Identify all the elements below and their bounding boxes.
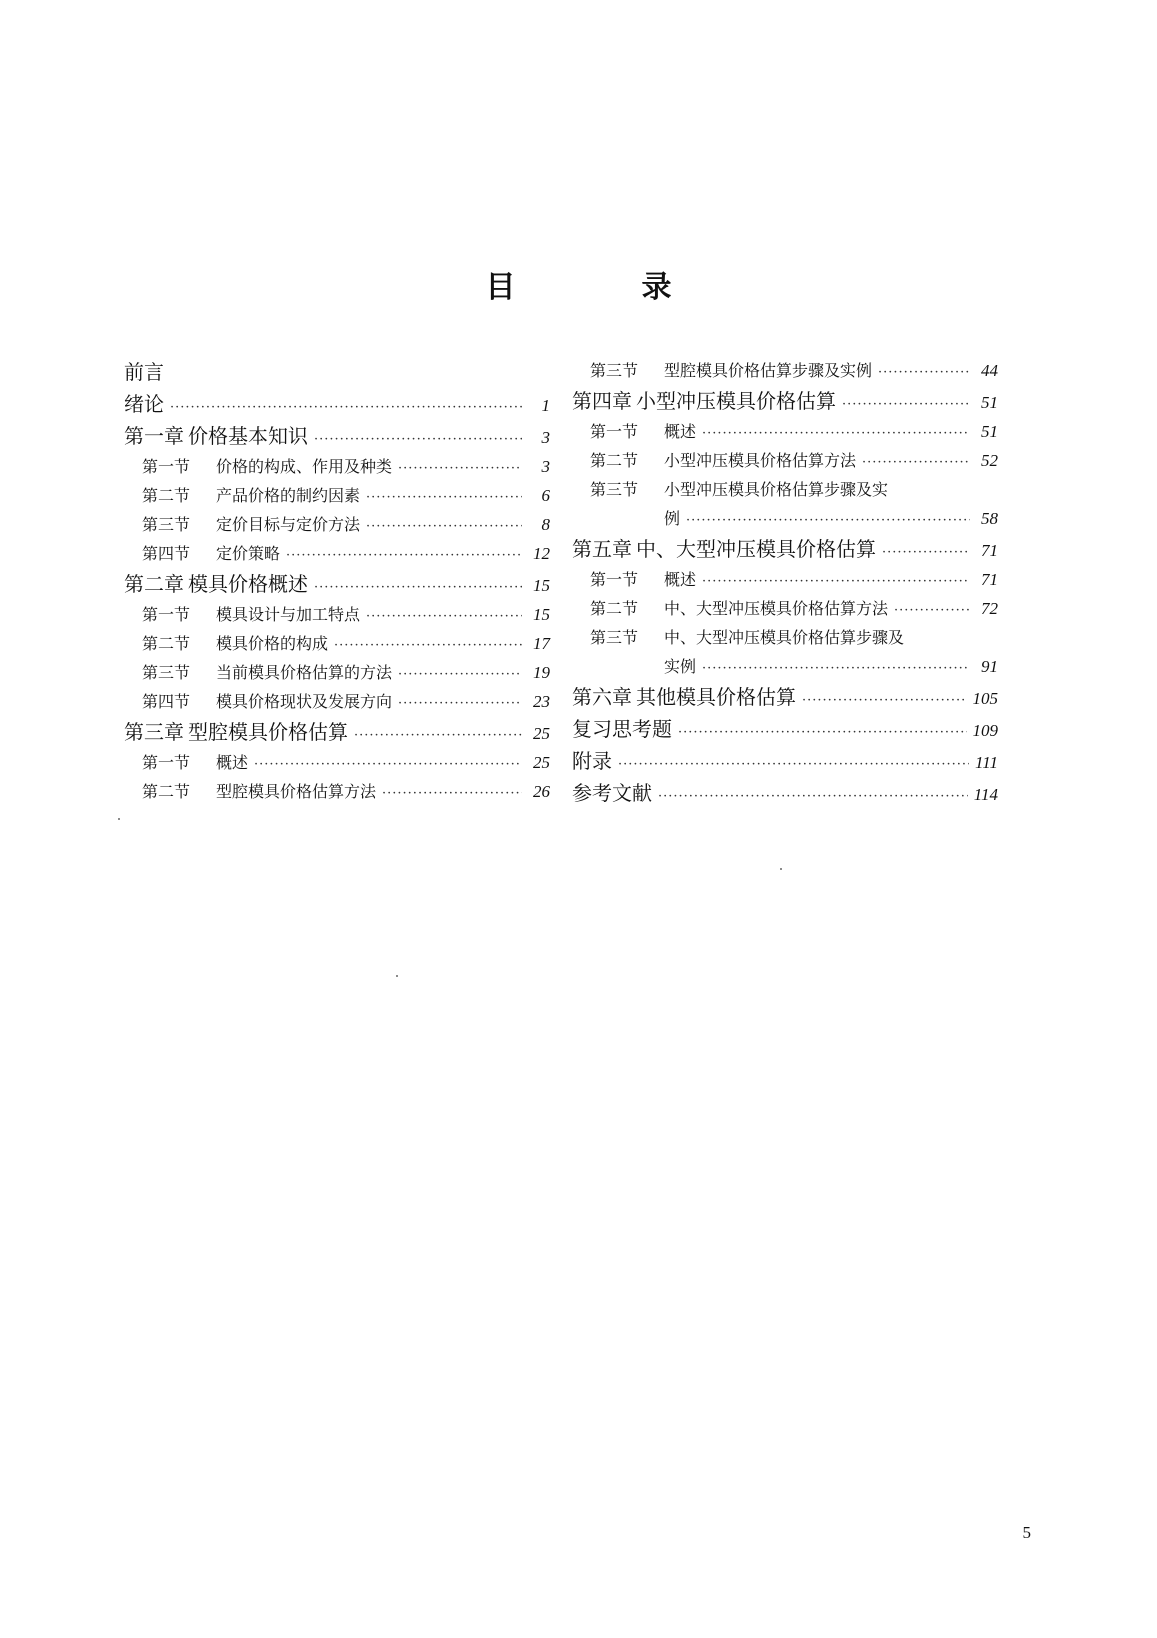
toc-entry-title: 概述: [216, 753, 249, 772]
toc-chapter[interactable]: [572, 713, 998, 745]
toc-entry-title: 价格基本知识: [188, 424, 308, 448]
toc-column-right: [572, 356, 998, 809]
toc-leader-dots: [862, 448, 970, 477]
toc-row: [124, 388, 550, 420]
toc-chapter[interactable]: [124, 420, 550, 452]
toc-section[interactable]: [572, 417, 998, 446]
scan-speck: [780, 868, 782, 870]
toc-section[interactable]: [572, 356, 998, 385]
page-title: 目 录: [485, 270, 720, 305]
toc-entry-number: 第四章: [572, 389, 632, 413]
toc-row: [124, 539, 550, 568]
toc-entry-title: 概述: [664, 422, 697, 441]
toc-entry-number: 第三节: [590, 628, 639, 647]
toc-entry-number: 第四节: [142, 544, 191, 563]
toc-row: [572, 533, 998, 565]
toc-page-number: 15: [533, 576, 550, 595]
toc-leader-dots: [894, 596, 970, 625]
toc-page-number: 6: [541, 486, 550, 505]
toc-chapter[interactable]: [572, 533, 998, 565]
toc-entry-title: 当前模具价格估算的方法: [216, 663, 393, 682]
toc-row: [572, 565, 998, 594]
toc-leader-dots: [658, 781, 968, 813]
toc-section[interactable]: [124, 452, 550, 481]
toc-row: [124, 452, 550, 481]
toc-section[interactable]: [124, 481, 550, 510]
toc-leader-dots: [366, 602, 522, 631]
toc-row: [572, 713, 998, 745]
toc-page-number: 12: [533, 544, 550, 563]
toc-row: [572, 356, 998, 385]
toc-entry-number: 第一章: [124, 424, 184, 448]
toc-entry-title: 型腔模具价格估算: [188, 720, 348, 744]
page-number: 5: [1022, 1523, 1031, 1542]
toc-section[interactable]: [124, 600, 550, 629]
toc-leader-dots: [366, 512, 522, 541]
toc-page-number: 17: [533, 634, 550, 653]
toc-chapter[interactable]: [572, 745, 998, 777]
toc-page-number: 15: [533, 605, 550, 624]
toc-page-number: 8: [541, 515, 550, 534]
toc-section[interactable]: [124, 629, 550, 658]
toc-entry-number: 第三节: [142, 663, 191, 682]
toc-chapter[interactable]: [124, 568, 550, 600]
toc-entry-title: 型腔模具价格估算步骤及实例: [664, 361, 873, 380]
toc-row: [124, 687, 550, 716]
toc-entry-title: 绪论: [124, 392, 164, 416]
toc-entry-number: 第一节: [142, 753, 191, 772]
toc-leader-dots: [254, 750, 522, 779]
toc-leader-dots: [398, 454, 522, 483]
toc-entry-number: 第一节: [142, 457, 191, 476]
toc-entry-title: 中、大型冲压模具价格估算方法: [664, 599, 889, 618]
toc-entry-title: 小型冲压模具价格估算: [636, 389, 836, 413]
toc-entry-title: 模具价格现状及发展方向: [216, 692, 393, 711]
toc-section[interactable]: [572, 446, 998, 475]
toc-page-number: 109: [972, 721, 998, 740]
toc-entry-title: 价格的构成、作用及种类: [216, 457, 393, 476]
toc-leader-dots: [334, 631, 522, 660]
toc-entry-title: 概述: [664, 570, 697, 589]
toc-row-continued: [572, 504, 998, 533]
toc-page-number: 71: [981, 541, 998, 560]
toc-row: [572, 745, 998, 777]
toc-row: [124, 629, 550, 658]
toc-leader-dots: [398, 660, 522, 689]
toc-row: [124, 658, 550, 687]
toc-row: [124, 510, 550, 539]
toc-page-number: 23: [533, 692, 550, 711]
toc-page-number: 91: [981, 657, 998, 676]
toc-page-number: 3: [541, 428, 550, 447]
toc-page-number: 114: [973, 785, 998, 804]
toc-section[interactable]: [124, 687, 550, 716]
toc-entry-title: 产品价格的制约因素: [216, 486, 361, 505]
toc-leader-dots: [686, 506, 970, 535]
toc-page-number: 25: [533, 753, 550, 772]
toc-entry-number: 第二节: [142, 634, 191, 653]
toc-entry-number: 第二节: [590, 451, 639, 470]
toc-row: [124, 748, 550, 777]
toc-column-left: [124, 356, 550, 806]
toc-entry-number: 第六章: [572, 685, 632, 709]
toc-page-number: 58: [981, 509, 998, 528]
toc-chapter[interactable]: [572, 777, 998, 809]
toc-entry-title: 前言: [124, 360, 164, 384]
toc-leader-dots: [702, 419, 970, 448]
toc-leader-dots: [398, 689, 522, 718]
toc-chapter[interactable]: [572, 385, 998, 417]
toc-row: [124, 568, 550, 600]
toc-row: [124, 481, 550, 510]
toc-page-number: 111: [975, 753, 998, 772]
toc-row: [124, 777, 550, 806]
toc-page-number: 105: [972, 689, 998, 708]
toc-entry-title: 定价策略: [216, 544, 281, 563]
toc-entry-title: 中、大型冲压模具价格估算步骤及: [664, 628, 905, 647]
toc-leader-dots: [702, 654, 970, 683]
toc-page-number: 26: [533, 782, 550, 801]
toc-row: [572, 623, 998, 652]
toc-entry-title: 附录: [572, 749, 612, 773]
toc-leader-dots: [702, 567, 970, 596]
toc-section[interactable]: [124, 777, 550, 806]
toc-entry-title: 复习思考题: [572, 717, 672, 741]
toc-chapter[interactable]: [124, 356, 550, 388]
toc-entry-number: 第一节: [142, 605, 191, 624]
toc-section[interactable]: [124, 658, 550, 687]
toc-section[interactable]: [572, 623, 998, 681]
toc-section[interactable]: [572, 565, 998, 594]
toc-page-number: 3: [541, 457, 550, 476]
toc-page-number: 19: [533, 663, 550, 682]
toc-page-number: 25: [533, 724, 550, 743]
toc-leader-dots: [382, 779, 522, 808]
toc-row-continued: [572, 652, 998, 681]
toc-entry-title-continued: 例: [664, 509, 681, 528]
toc-page-number: 71: [981, 570, 998, 589]
toc-entry-number: 第一节: [590, 422, 639, 441]
toc-chapter[interactable]: [572, 681, 998, 713]
toc-entry-number: 第三章: [124, 720, 184, 744]
toc-entry-title: 小型冲压模具价格估算步骤及实: [664, 480, 889, 499]
toc-entry-title: 其他模具价格估算: [636, 685, 796, 709]
toc-leader-dots: [366, 483, 522, 512]
toc-page-number: 51: [981, 422, 998, 441]
toc-entry-number: 第二节: [590, 599, 639, 618]
toc-entry-title: 中、大型冲压模具价格估算: [636, 537, 876, 561]
toc-section[interactable]: [124, 539, 550, 568]
toc-row: [572, 777, 998, 809]
toc-entry-title: 模具设计与加工特点: [216, 605, 361, 624]
toc-entry-title: 模具价格的构成: [216, 634, 329, 653]
toc-row: [572, 681, 998, 713]
toc-entry-title: 型腔模具价格估算方法: [216, 782, 377, 801]
toc-entry-number: 第三节: [590, 480, 639, 499]
toc-chapter[interactable]: [124, 388, 550, 420]
toc-chapter[interactable]: [124, 716, 550, 748]
toc-row: [572, 475, 998, 504]
scan-speck: [118, 818, 120, 820]
toc-page-number: 72: [981, 599, 998, 618]
toc-entry-number: 第二节: [142, 782, 191, 801]
toc-row: [124, 600, 550, 629]
toc-leader-dots: [286, 541, 522, 570]
toc-page-number: 51: [981, 393, 998, 412]
toc-section[interactable]: [572, 475, 998, 533]
toc-page-number: 52: [981, 451, 998, 470]
toc-entry-number: 第一节: [590, 570, 639, 589]
toc-page-number: 44: [981, 361, 998, 380]
toc-section[interactable]: [572, 594, 998, 623]
toc-entry-number: 第二章: [124, 572, 184, 596]
toc-entry-number: 第五章: [572, 537, 632, 561]
toc-entry-title: 模具价格概述: [188, 572, 308, 596]
toc-entry-title-continued: 实例: [664, 657, 697, 676]
toc-row: [572, 385, 998, 417]
toc-entry-title: 小型冲压模具价格估算方法: [664, 451, 857, 470]
toc-row: [572, 417, 998, 446]
toc-row: [124, 356, 550, 388]
toc-entry-number: 第三节: [590, 361, 639, 380]
toc-entry-number: 第三节: [142, 515, 191, 534]
toc-entry-number: 第四节: [142, 692, 191, 711]
toc-page-number: 1: [541, 396, 550, 415]
toc-entry-number: 第二节: [142, 486, 191, 505]
toc-entry-title: 参考文献: [572, 781, 652, 805]
toc-entry-title: 定价目标与定价方法: [216, 515, 361, 534]
toc-row: [572, 446, 998, 475]
toc-leader-dots: [878, 358, 970, 387]
toc-row: [124, 420, 550, 452]
toc-section[interactable]: [124, 510, 550, 539]
scan-speck: [396, 975, 398, 977]
toc-row: [124, 716, 550, 748]
toc-row: [572, 594, 998, 623]
toc-section[interactable]: [124, 748, 550, 777]
